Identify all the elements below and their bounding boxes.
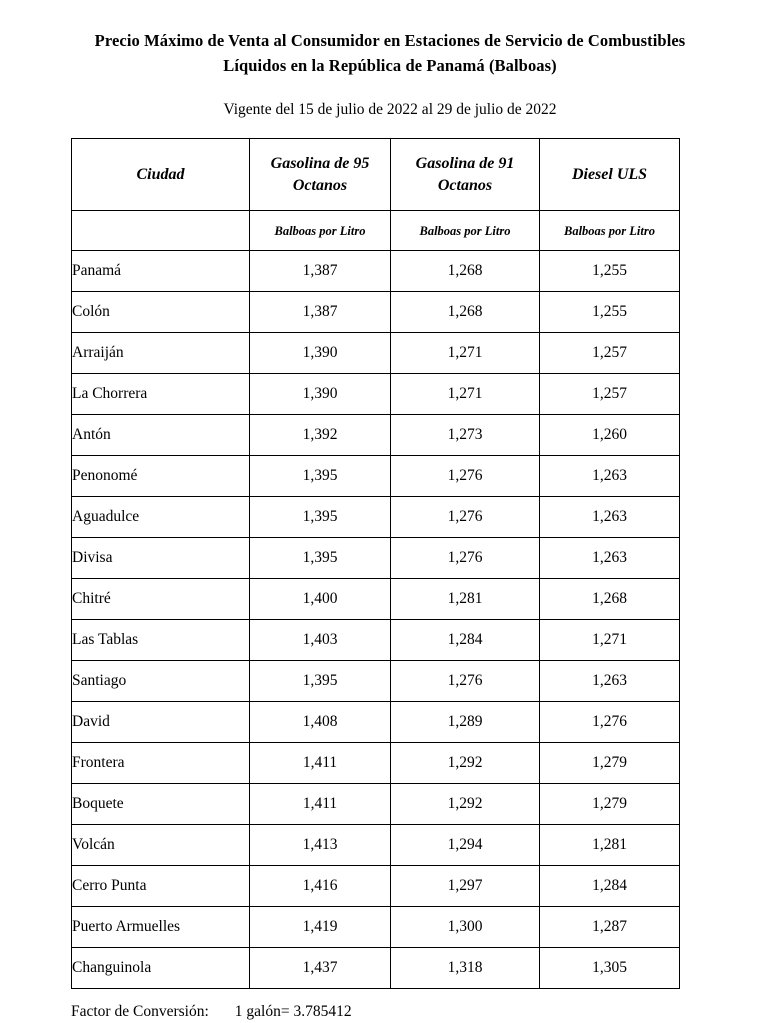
- table-header: [72, 139, 680, 251]
- cell-gasolina-91: 1,292: [391, 743, 540, 784]
- conversion-factor-label: Factor de Conversión:: [71, 1003, 209, 1020]
- cell-city: Aguadulce: [72, 497, 250, 538]
- cell-diesel-uls: 1,287: [540, 907, 680, 948]
- table-row: [72, 907, 680, 948]
- table-row: [72, 456, 680, 497]
- cell-diesel-uls: 1,305: [540, 948, 680, 989]
- cell-diesel-uls: 1,279: [540, 743, 680, 784]
- cell-diesel-uls: 1,263: [540, 497, 680, 538]
- cell-diesel-uls: 1,268: [540, 579, 680, 620]
- cell-gasolina-95: 1,395: [250, 661, 391, 702]
- cell-gasolina-95: 1,411: [250, 784, 391, 825]
- cell-gasolina-91: 1,276: [391, 497, 540, 538]
- cell-gasolina-91: 1,276: [391, 661, 540, 702]
- table-subheader-row: [72, 211, 680, 251]
- cell-gasolina-91: 1,284: [391, 620, 540, 661]
- cell-diesel-uls: 1,260: [540, 415, 680, 456]
- cell-city: Volcán: [72, 825, 250, 866]
- cell-city: Puerto Armuelles: [72, 907, 250, 948]
- page-title-line-2: Líquidos en la República de Panamá (Balboas): [223, 56, 557, 75]
- table-row: [72, 292, 680, 333]
- conversion-factor-note: [0, 1002, 780, 1022]
- table-row: [72, 415, 680, 456]
- cell-city: Frontera: [72, 743, 250, 784]
- column-header-gasolina-95: Gasolina de 95 Octanos: [250, 139, 391, 211]
- table-row: [72, 620, 680, 661]
- cell-gasolina-95: 1,395: [250, 456, 391, 497]
- column-header-diesel-uls: Diesel ULS: [540, 139, 680, 211]
- cell-city: Changuinola: [72, 948, 250, 989]
- cell-diesel-uls: 1,257: [540, 333, 680, 374]
- cell-gasolina-91: 1,268: [391, 251, 540, 292]
- table-row: [72, 538, 680, 579]
- cell-city: Cerro Punta: [72, 866, 250, 907]
- page-title-line-1: Precio Máximo de Venta al Consumidor en Estaciones de Servicio de Combustibles: [94, 31, 686, 50]
- table-header-row: [72, 139, 680, 211]
- cell-city: David: [72, 702, 250, 743]
- cell-gasolina-95: 1,416: [250, 866, 391, 907]
- table-row: [72, 661, 680, 702]
- cell-city: Colón: [72, 292, 250, 333]
- cell-city: Boquete: [72, 784, 250, 825]
- cell-diesel-uls: 1,263: [540, 538, 680, 579]
- subheader-city-empty: [72, 211, 250, 251]
- cell-diesel-uls: 1,257: [540, 374, 680, 415]
- cell-city: La Chorrera: [72, 374, 250, 415]
- table-row: [72, 251, 680, 292]
- column-header-city: Ciudad: [72, 139, 250, 211]
- cell-gasolina-95: 1,408: [250, 702, 391, 743]
- subheader-unit-diesel-uls: Balboas por Litro: [540, 211, 680, 251]
- table-row: [72, 784, 680, 825]
- cell-city: Antón: [72, 415, 250, 456]
- table-row: [72, 948, 680, 989]
- cell-gasolina-95: 1,411: [250, 743, 391, 784]
- cell-gasolina-91: 1,300: [391, 907, 540, 948]
- cell-gasolina-91: 1,271: [391, 374, 540, 415]
- cell-gasolina-95: 1,387: [250, 292, 391, 333]
- cell-city: Chitré: [72, 579, 250, 620]
- table-row: [72, 825, 680, 866]
- cell-gasolina-91: 1,268: [391, 292, 540, 333]
- cell-gasolina-95: 1,419: [250, 907, 391, 948]
- cell-gasolina-91: 1,289: [391, 702, 540, 743]
- cell-city: Santiago: [72, 661, 250, 702]
- cell-gasolina-95: 1,390: [250, 333, 391, 374]
- document-title-block: [0, 0, 780, 78]
- cell-gasolina-91: 1,276: [391, 456, 540, 497]
- table-row: [72, 374, 680, 415]
- cell-city: Panamá: [72, 251, 250, 292]
- cell-gasolina-91: 1,273: [391, 415, 540, 456]
- table-row: [72, 333, 680, 374]
- price-table-container: [0, 138, 780, 989]
- cell-diesel-uls: 1,255: [540, 292, 680, 333]
- cell-diesel-uls: 1,281: [540, 825, 680, 866]
- cell-diesel-uls: 1,263: [540, 456, 680, 497]
- conversion-factor-value: 1 galón= 3.785412: [234, 1003, 352, 1020]
- subheader-unit-gasolina-95: Balboas por Litro: [250, 211, 391, 251]
- table-row: [72, 866, 680, 907]
- cell-gasolina-95: 1,413: [250, 825, 391, 866]
- cell-gasolina-95: 1,437: [250, 948, 391, 989]
- cell-gasolina-95: 1,400: [250, 579, 391, 620]
- cell-gasolina-91: 1,294: [391, 825, 540, 866]
- cell-diesel-uls: 1,263: [540, 661, 680, 702]
- cell-gasolina-91: 1,281: [391, 579, 540, 620]
- cell-diesel-uls: 1,276: [540, 702, 680, 743]
- cell-city: Divisa: [72, 538, 250, 579]
- cell-gasolina-91: 1,292: [391, 784, 540, 825]
- cell-city: Las Tablas: [72, 620, 250, 661]
- cell-diesel-uls: 1,284: [540, 866, 680, 907]
- validity-period: Vigente del 15 de julio de 2022 al 29 de julio de 2022: [223, 101, 557, 118]
- cell-gasolina-95: 1,395: [250, 538, 391, 579]
- table-row: [72, 702, 680, 743]
- cell-gasolina-91: 1,271: [391, 333, 540, 374]
- cell-gasolina-95: 1,403: [250, 620, 391, 661]
- table-body: [72, 251, 680, 989]
- table-row: [72, 497, 680, 538]
- cell-gasolina-91: 1,276: [391, 538, 540, 579]
- cell-gasolina-91: 1,297: [391, 866, 540, 907]
- cell-gasolina-95: 1,390: [250, 374, 391, 415]
- cell-diesel-uls: 1,255: [540, 251, 680, 292]
- subheader-unit-gasolina-91: Balboas por Litro: [391, 211, 540, 251]
- cell-city: Penonomé: [72, 456, 250, 497]
- cell-gasolina-95: 1,392: [250, 415, 391, 456]
- column-header-gasolina-91: Gasolina de 91 Octanos: [391, 139, 540, 211]
- fuel-price-table: [71, 138, 680, 989]
- cell-gasolina-91: 1,318: [391, 948, 540, 989]
- cell-diesel-uls: 1,271: [540, 620, 680, 661]
- cell-gasolina-95: 1,395: [250, 497, 391, 538]
- cell-city: Arraiján: [72, 333, 250, 374]
- cell-diesel-uls: 1,279: [540, 784, 680, 825]
- cell-gasolina-95: 1,387: [250, 251, 391, 292]
- table-row: [72, 579, 680, 620]
- table-row: [72, 743, 680, 784]
